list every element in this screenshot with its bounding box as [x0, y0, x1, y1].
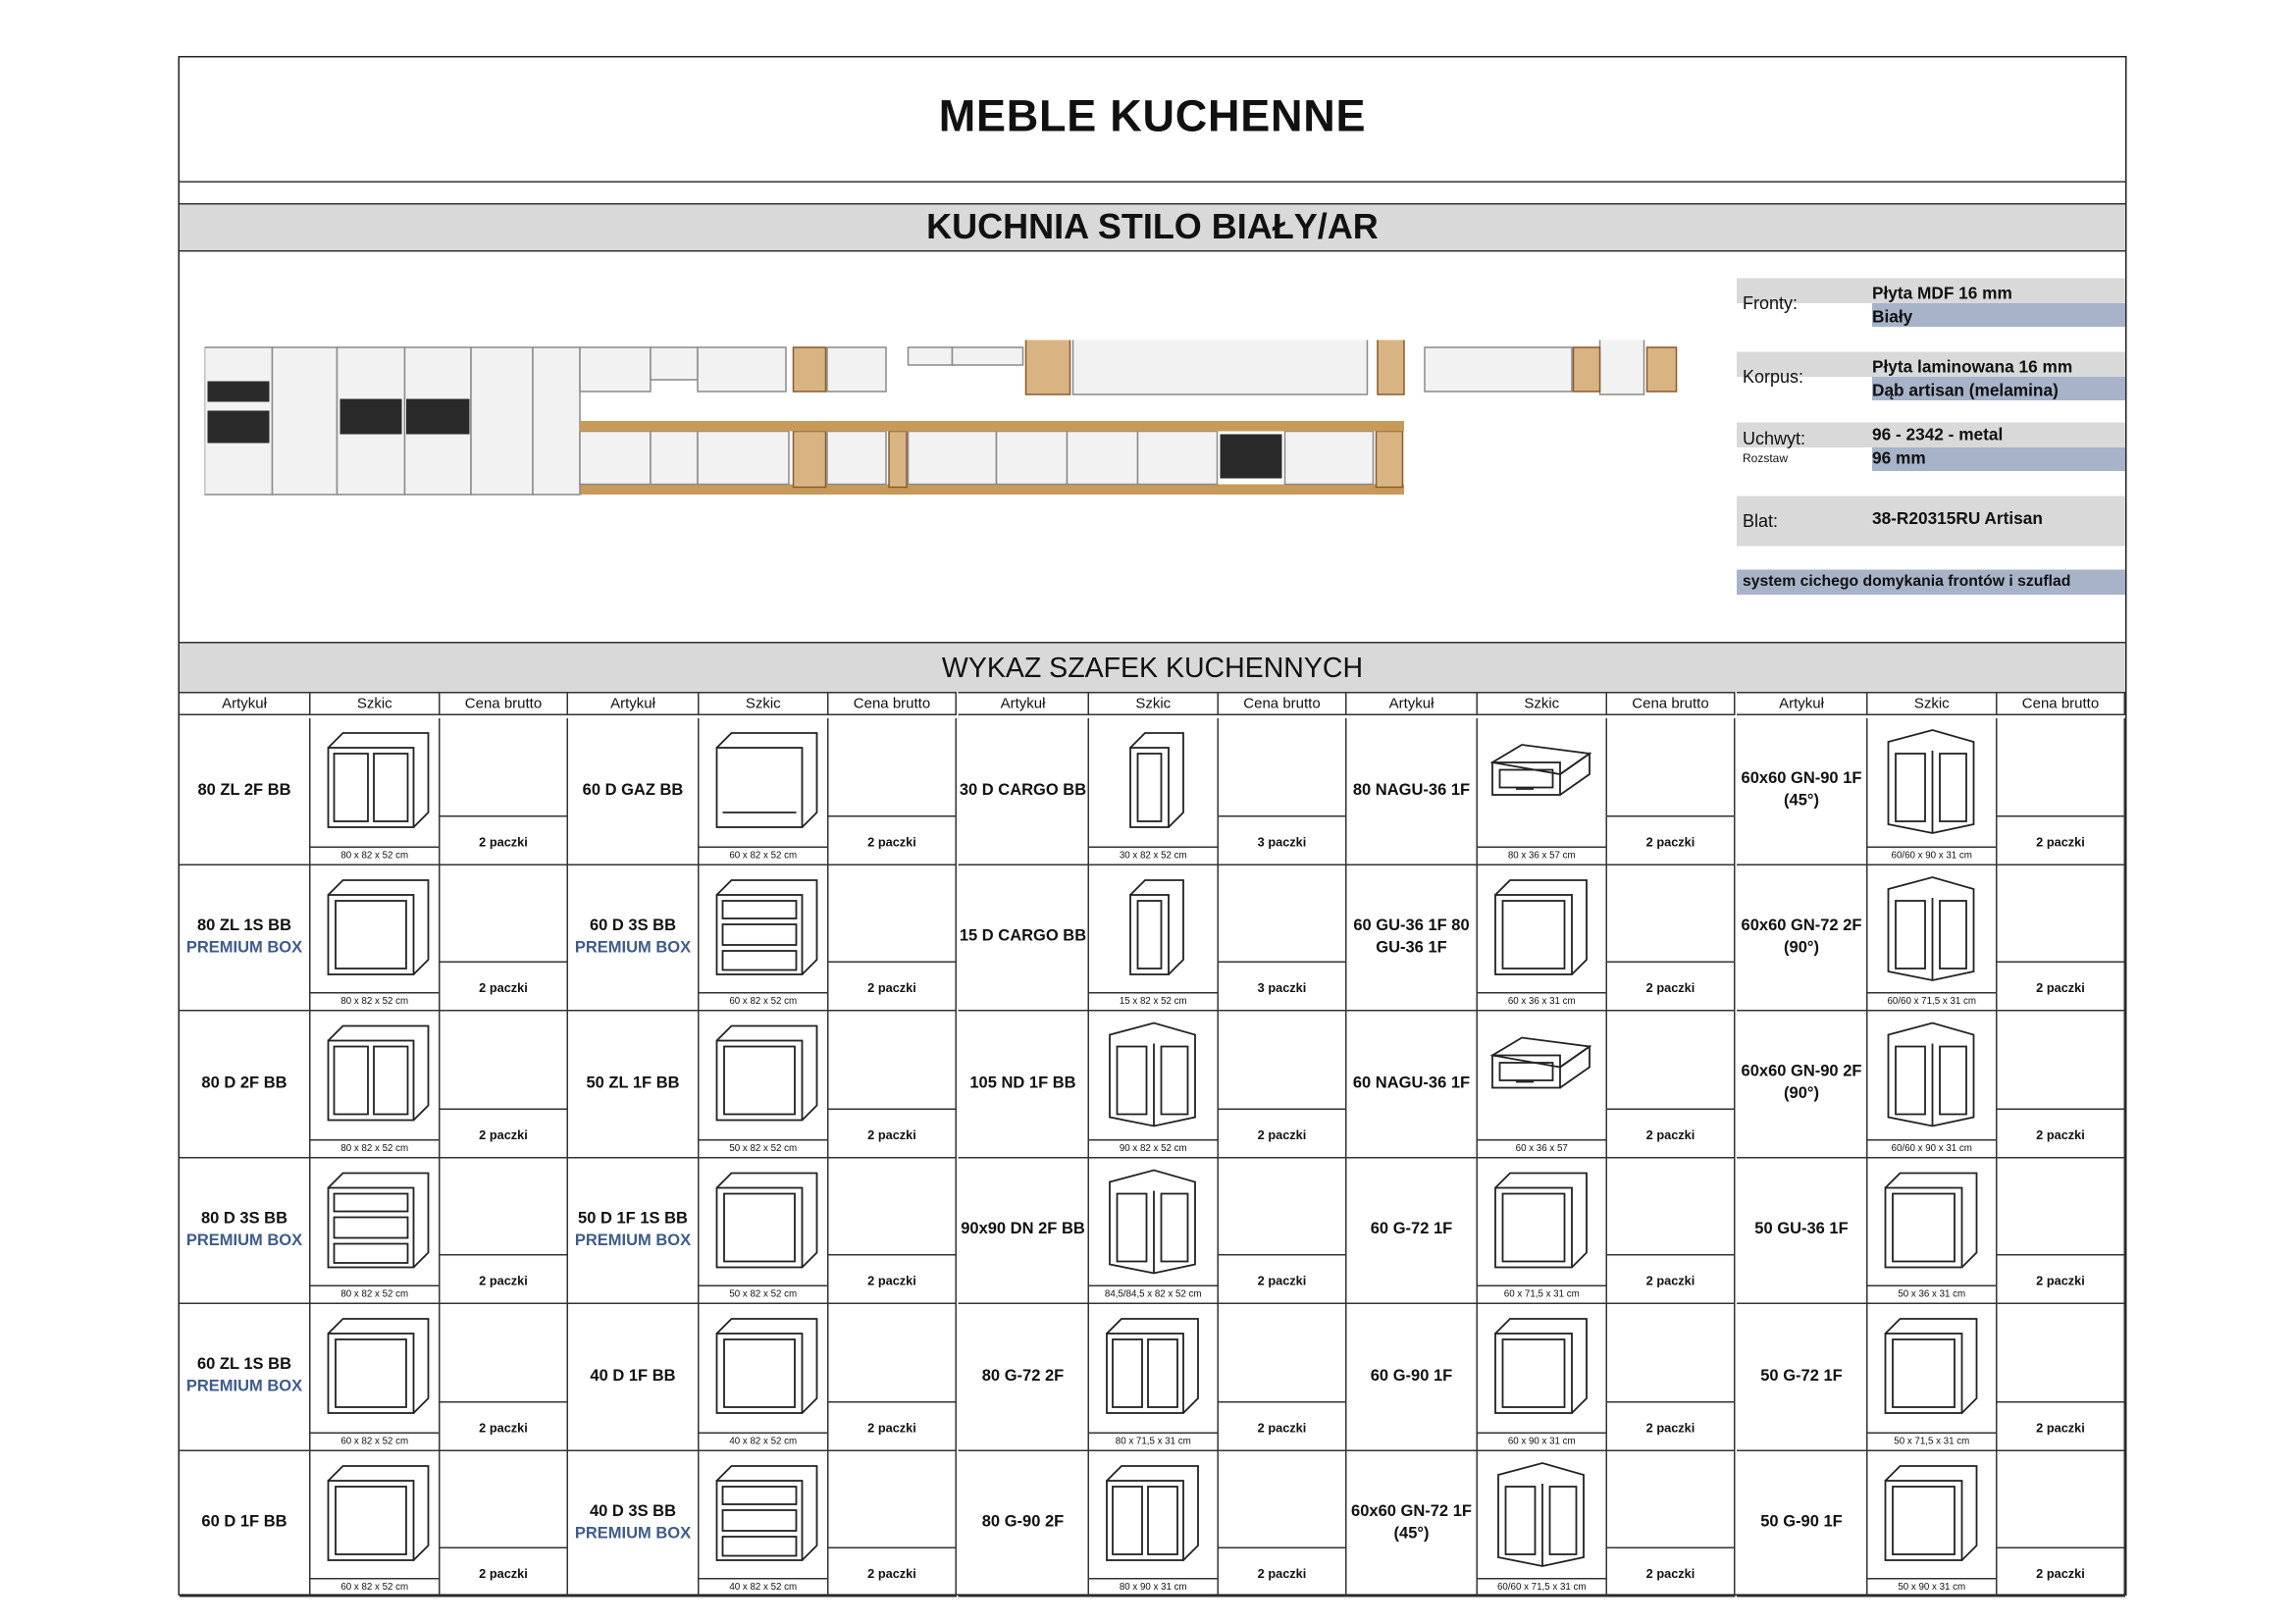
- article-name: 60 D 1F BB: [201, 1513, 287, 1532]
- dimensions-label: 30 x 82 x 52 cm: [1089, 846, 1218, 861]
- column-header-cena: Cena brutto: [1607, 692, 1736, 715]
- article-name-cell: [1737, 1450, 1868, 1597]
- column-header-artykul: Artykuł: [959, 692, 1090, 715]
- cabinet-sketch-icon: [1484, 1161, 1598, 1276]
- package-count: 2 paczki: [1607, 1254, 1734, 1303]
- sketch-cell: [1868, 864, 1998, 1011]
- cabinet-sketch-icon: [1095, 721, 1210, 836]
- package-count: 2 paczki: [829, 1254, 956, 1303]
- spec-fronty: Fronty: Płyta MDF 16 mm Biały: [1737, 279, 2125, 329]
- cabinet-sketch-icon: [1095, 867, 1210, 982]
- dimensions-label: 80 x 90 x 31 cm: [1089, 1578, 1218, 1593]
- dimensions-label: 60 x 82 x 52 cm: [700, 846, 828, 861]
- price-cell: [441, 718, 569, 864]
- cabinet-sketch-icon: [1484, 867, 1598, 982]
- article-name: 80 ZL 2F BB: [197, 781, 291, 800]
- article-name-cell: [1347, 1450, 1479, 1597]
- sketch-cell: [1089, 864, 1219, 1011]
- column-header-artykul: Artykuł: [1737, 692, 1868, 715]
- article-name-cell: [180, 864, 311, 1011]
- package-count: 2 paczki: [1607, 814, 1734, 864]
- sketch-cell: [1089, 1304, 1219, 1450]
- article-name: 60 GU-36 1F 80 GU-36 1F: [1353, 917, 1470, 957]
- price-cell: [829, 1012, 958, 1158]
- dimensions-label: 60 x 71,5 x 31 cm: [1478, 1285, 1606, 1300]
- article-name-cell: [568, 1012, 700, 1158]
- spec-uchwyt: Uchwyt: Rozstaw 96 - 2342 - metal 96 mm: [1737, 423, 2125, 473]
- cabinet-sketch-icon: [1874, 1015, 1989, 1129]
- price-cell: [1998, 864, 2126, 1011]
- package-count: 2 paczki: [1998, 962, 2124, 1011]
- price-cell: [1998, 1158, 2126, 1304]
- dimensions-label: 60/60 x 90 x 31 cm: [1868, 846, 1997, 861]
- package-count: 2 paczki: [829, 1400, 956, 1449]
- catalog-frame: [179, 56, 2127, 1596]
- dimensions-label: 80 x 82 x 52 cm: [311, 1285, 440, 1300]
- article-name: 60 ZL 1S BB: [197, 1355, 291, 1374]
- dimensions-label: 60 x 82 x 52 cm: [311, 1432, 440, 1446]
- article-name: 40 D 1F BB: [590, 1367, 676, 1386]
- package-count: 2 paczki: [1219, 1254, 1345, 1303]
- price-cell: [1219, 718, 1347, 864]
- cabinet-sketch-icon: [705, 1161, 820, 1276]
- article-name-cell: [1737, 718, 1868, 864]
- price-cell: [829, 864, 958, 1011]
- premium-box-label: PREMIUM BOX: [574, 938, 692, 957]
- sketch-cell: [700, 864, 829, 1011]
- article-name: 60x60 GN-90 1F (45°): [1741, 769, 1862, 811]
- column-header-szkic: Szkic: [1478, 692, 1607, 715]
- cabinet-sketch-icon: [1095, 1161, 1210, 1276]
- premium-box-label: PREMIUM BOX: [574, 1231, 692, 1250]
- price-cell: [441, 864, 569, 1011]
- cabinet-sketch-icon: [317, 1453, 432, 1568]
- cabinet-sketch-icon: [1095, 1015, 1210, 1129]
- dimensions-label: 84,5/84,5 x 82 x 52 cm: [1089, 1285, 1218, 1300]
- package-count: 2 paczki: [1219, 1400, 1345, 1449]
- cabinet-sketch-icon: [1484, 1453, 1598, 1568]
- sketch-cell: [1089, 1158, 1219, 1304]
- sketch-cell: [1478, 1304, 1607, 1450]
- article-name-cell: [568, 1158, 700, 1304]
- divider: [180, 182, 2125, 183]
- article-name-cell: [959, 1158, 1090, 1304]
- article-name: 60x60 GN-72 1F (45°): [1351, 1502, 1472, 1543]
- sketch-cell: [1478, 1158, 1607, 1304]
- sketch-cell: [700, 1304, 829, 1450]
- dimensions-label: 80 x 71,5 x 31 cm: [1089, 1432, 1218, 1446]
- price-cell: [1607, 1158, 1736, 1304]
- premium-box-label: PREMIUM BOX: [185, 938, 303, 957]
- package-count: 2 paczki: [1998, 1254, 2124, 1303]
- article-name: 80 ZL 1S BB: [197, 917, 291, 935]
- article-name: 80 NAGU-36 1F: [1352, 781, 1471, 800]
- price-cell: [1219, 864, 1347, 1011]
- package-count: 2 paczki: [829, 962, 956, 1011]
- cabinet-sketch-icon: [1874, 1307, 1989, 1422]
- cabinet-sketch-icon: [1484, 1307, 1598, 1422]
- main-title: MEBLE KUCHENNE: [938, 92, 1367, 141]
- article-name-cell: [1737, 1012, 1868, 1158]
- package-count: 2 paczki: [1998, 814, 2124, 864]
- price-cell: [441, 1304, 569, 1450]
- article-name-cell: [180, 1450, 311, 1597]
- dimensions-label: 60/60 x 71,5 x 31 cm: [1868, 992, 1997, 1007]
- dimensions-label: 50 x 82 x 52 cm: [700, 1285, 828, 1300]
- article-name-cell: [568, 1304, 700, 1450]
- dimensions-label: 40 x 82 x 52 cm: [700, 1578, 828, 1593]
- price-cell: [1219, 1158, 1347, 1304]
- price-cell: [441, 1012, 569, 1158]
- article-name: 80 D 2F BB: [201, 1074, 287, 1092]
- spec-blat: Blat: 38-R20315RU Artisan: [1737, 497, 2125, 547]
- dimensions-label: 50 x 82 x 52 cm: [700, 1138, 828, 1153]
- package-count: 2 paczki: [441, 1254, 567, 1303]
- article-name-cell: [180, 1012, 311, 1158]
- article-name: 80 G-72 2F: [981, 1367, 1065, 1386]
- package-count: 2 paczki: [1998, 1108, 2124, 1157]
- package-count: 2 paczki: [1607, 1547, 1734, 1597]
- article-name-cell: [959, 1450, 1090, 1597]
- cabinet-sketch-icon: [1095, 1307, 1210, 1422]
- price-cell: [829, 718, 958, 864]
- dimensions-label: 60/60 x 71,5 x 31 cm: [1478, 1578, 1606, 1593]
- sketch-cell: [1478, 864, 1607, 1011]
- price-cell: [1607, 1450, 1736, 1597]
- dimensions-label: 80 x 82 x 52 cm: [311, 1138, 440, 1153]
- article-name-cell: [1347, 864, 1479, 1011]
- package-count: 2 paczki: [1607, 1108, 1734, 1157]
- article-name: 50 G-90 1F: [1760, 1513, 1843, 1532]
- price-cell: [1607, 1304, 1736, 1450]
- package-count: 2 paczki: [441, 962, 567, 1011]
- column-header-artykul: Artykuł: [568, 692, 700, 715]
- price-cell: [1998, 1012, 2126, 1158]
- sketch-cell: [1089, 1450, 1219, 1597]
- article-name: 60x60 GN-72 2F (90°): [1741, 917, 1862, 957]
- package-count: 2 paczki: [441, 814, 567, 864]
- dimensions-label: 40 x 82 x 52 cm: [700, 1432, 828, 1446]
- article-name: 60 G-90 1F: [1370, 1367, 1453, 1386]
- dimensions-label: 60/60 x 90 x 31 cm: [1868, 1138, 1997, 1153]
- sketch-cell: [311, 1450, 441, 1597]
- sketch-cell: [1478, 1450, 1607, 1597]
- price-cell: [1998, 1304, 2126, 1450]
- price-cell: [1219, 1012, 1347, 1158]
- article-name: 60 G-72 1F: [1370, 1220, 1453, 1238]
- package-count: 2 paczki: [1219, 1108, 1345, 1157]
- article-name-cell: [959, 718, 1090, 864]
- article-name-cell: [1737, 1158, 1868, 1304]
- price-cell: [1998, 1450, 2126, 1597]
- package-count: 2 paczki: [1219, 1547, 1345, 1597]
- cabinet-sketch-icon: [317, 1015, 432, 1129]
- price-cell: [1607, 718, 1736, 864]
- article-name-cell: [959, 1304, 1090, 1450]
- article-name-cell: [568, 864, 700, 1011]
- sketch-cell: [311, 1012, 441, 1158]
- package-count: 2 paczki: [441, 1108, 567, 1157]
- sketch-cell: [700, 1012, 829, 1158]
- dimensions-label: 60 x 36 x 57: [1478, 1138, 1606, 1153]
- worktop-strip: [580, 421, 1404, 432]
- article-name: 50 D 1F 1S BB: [578, 1209, 688, 1228]
- column-header-artykul: Artykuł: [180, 692, 311, 715]
- cabinet-sketch-icon: [317, 1307, 432, 1422]
- price-cell: [829, 1450, 958, 1597]
- dimensions-label: 60 x 90 x 31 cm: [1478, 1432, 1606, 1446]
- price-cell: [441, 1450, 569, 1597]
- article-name-cell: [1347, 1012, 1479, 1158]
- article-name: 60 D GAZ BB: [582, 781, 684, 800]
- article-name: 50 ZL 1F BB: [586, 1074, 680, 1092]
- sketch-cell: [700, 718, 829, 864]
- dimensions-label: 15 x 82 x 52 cm: [1089, 992, 1218, 1007]
- wall-units-left: [580, 341, 1644, 395]
- sketch-cell: [1868, 1450, 1998, 1597]
- article-name: 30 D CARGO BB: [959, 781, 1087, 800]
- article-name: 50 G-72 1F: [1760, 1367, 1843, 1386]
- cabinet-sketch-icon: [1484, 721, 1598, 836]
- package-count: 2 paczki: [1607, 1400, 1734, 1449]
- article-name-cell: [1737, 1304, 1868, 1450]
- article-name-cell: [180, 1304, 311, 1450]
- cabinet-sketch-icon: [705, 1015, 820, 1129]
- premium-box-label: PREMIUM BOX: [574, 1524, 692, 1543]
- sketch-cell: [1868, 1304, 1998, 1450]
- cabinet-sketch-icon: [1484, 1015, 1598, 1129]
- article-name: 60 NAGU-36 1F: [1352, 1074, 1471, 1092]
- column-header-cena: Cena brutto: [1998, 692, 2126, 715]
- package-count: 2 paczki: [441, 1547, 567, 1597]
- package-count: 2 paczki: [829, 1547, 956, 1597]
- premium-box-label: PREMIUM BOX: [185, 1231, 303, 1250]
- column-header-artykul: Artykuł: [1347, 692, 1479, 715]
- dimensions-label: 60 x 82 x 52 cm: [311, 1578, 440, 1593]
- article-name-cell: [1737, 864, 1868, 1011]
- article-name: 80 D 3S BB: [200, 1209, 288, 1228]
- package-count: 2 paczki: [1998, 1400, 2124, 1449]
- article-name-cell: [959, 1012, 1090, 1158]
- package-count: 2 paczki: [829, 1108, 956, 1157]
- article-name-cell: [568, 718, 700, 864]
- spec-korpus: Korpus: Płyta laminowana 16 mm Dąb artisan (melamina): [1737, 352, 2125, 402]
- column-header-szkic: Szkic: [311, 692, 441, 715]
- sketch-cell: [1478, 1012, 1607, 1158]
- dimensions-label: 50 x 90 x 31 cm: [1868, 1578, 1997, 1593]
- price-cell: [829, 1158, 958, 1304]
- article-name-cell: [1347, 1304, 1479, 1450]
- article-name-cell: [959, 864, 1090, 1011]
- dimensions-label: 80 x 82 x 52 cm: [311, 846, 440, 861]
- cabinet-sketch-icon: [1874, 867, 1989, 982]
- sketch-cell: [1478, 718, 1607, 864]
- package-count: 2 paczki: [441, 1400, 567, 1449]
- article-name: 60 D 3S BB: [589, 917, 677, 935]
- article-name-cell: [1347, 718, 1479, 864]
- sketch-cell: [311, 1158, 441, 1304]
- sketch-cell: [1089, 1012, 1219, 1158]
- column-header-szkic: Szkic: [700, 692, 829, 715]
- cabinet-sketch-icon: [1095, 1453, 1210, 1568]
- package-count: 3 paczki: [1219, 814, 1345, 864]
- article-name: 105 ND 1F BB: [969, 1074, 1076, 1092]
- price-cell: [829, 1304, 958, 1450]
- package-count: 2 paczki: [1607, 962, 1734, 1011]
- kitchen-illustration: [205, 341, 1721, 510]
- sketch-cell: [311, 864, 441, 1011]
- price-cell: [1219, 1450, 1347, 1597]
- price-cell: [441, 1158, 569, 1304]
- column-header-cena: Cena brutto: [1219, 692, 1347, 715]
- kitchen-title: KUCHNIA STILO BIAŁY/AR: [926, 207, 1379, 247]
- dimensions-label: 90 x 82 x 52 cm: [1089, 1138, 1218, 1153]
- sketch-cell: [311, 718, 441, 864]
- sketch-cell: [700, 1450, 829, 1597]
- soft-close-note: system cichego domykania frontów i szuflad: [1737, 570, 2125, 596]
- cabinet-list-title-bar: [180, 642, 2125, 692]
- column-header-cena: Cena brutto: [441, 692, 569, 715]
- article-name-cell: [180, 1158, 311, 1304]
- article-name: 60x60 GN-90 2F (90°): [1741, 1063, 1862, 1103]
- package-count: 3 paczki: [1219, 962, 1345, 1011]
- article-name: 50 GU-36 1F: [1754, 1220, 1849, 1238]
- cabinet-sketch-icon: [317, 721, 432, 836]
- sketch-cell: [1868, 1158, 1998, 1304]
- cabinet-list-title: WYKAZ SZAFEK KUCHENNYCH: [941, 654, 1364, 685]
- sketch-cell: [700, 1158, 829, 1304]
- article-name: 15 D CARGO BB: [959, 927, 1087, 946]
- cabinet-sketch-icon: [705, 721, 820, 836]
- cabinet-sketch-icon: [1874, 1453, 1989, 1568]
- sketch-cell: [1089, 718, 1219, 864]
- price-cell: [1219, 1304, 1347, 1450]
- dimensions-label: 50 x 71,5 x 31 cm: [1868, 1432, 1997, 1446]
- sketch-cell: [1868, 1012, 1998, 1158]
- article-name: 80 G-90 2F: [981, 1513, 1065, 1532]
- sketch-cell: [311, 1304, 441, 1450]
- cabinet-sketch-icon: [1874, 721, 1989, 836]
- dimensions-label: 80 x 36 x 57 cm: [1478, 846, 1606, 861]
- column-header-cena: Cena brutto: [829, 692, 958, 715]
- article-name: 90x90 DN 2F BB: [961, 1220, 1085, 1238]
- price-cell: [1607, 1012, 1736, 1158]
- kitchen-title-bar: [180, 203, 2125, 252]
- cabinet-sketch-icon: [317, 867, 432, 982]
- article-name-cell: [180, 718, 311, 864]
- cabinet-sketch-icon: [705, 867, 820, 982]
- price-cell: [1998, 718, 2126, 864]
- cabinet-sketch-icon: [705, 1453, 820, 1568]
- price-cell: [1607, 864, 1736, 1011]
- dimensions-label: 60 x 36 x 31 cm: [1478, 992, 1606, 1007]
- package-count: 2 paczki: [1998, 1547, 2124, 1597]
- article-name-cell: [568, 1450, 700, 1597]
- column-header-szkic: Szkic: [1868, 692, 1998, 715]
- dimensions-label: 50 x 36 x 31 cm: [1868, 1285, 1997, 1300]
- cabinet-sketch-icon: [317, 1161, 432, 1276]
- sketch-cell: [1868, 718, 1998, 864]
- column-header-szkic: Szkic: [1089, 692, 1219, 715]
- cabinet-sketch-icon: [705, 1307, 820, 1422]
- premium-box-label: PREMIUM BOX: [185, 1378, 303, 1396]
- article-name-cell: [1347, 1158, 1479, 1304]
- dimensions-label: 60 x 82 x 52 cm: [700, 992, 828, 1007]
- dimensions-label: 80 x 82 x 52 cm: [311, 992, 440, 1007]
- article-name: 40 D 3S BB: [589, 1502, 677, 1521]
- cabinet-sketch-icon: [1874, 1161, 1989, 1276]
- package-count: 2 paczki: [829, 814, 956, 864]
